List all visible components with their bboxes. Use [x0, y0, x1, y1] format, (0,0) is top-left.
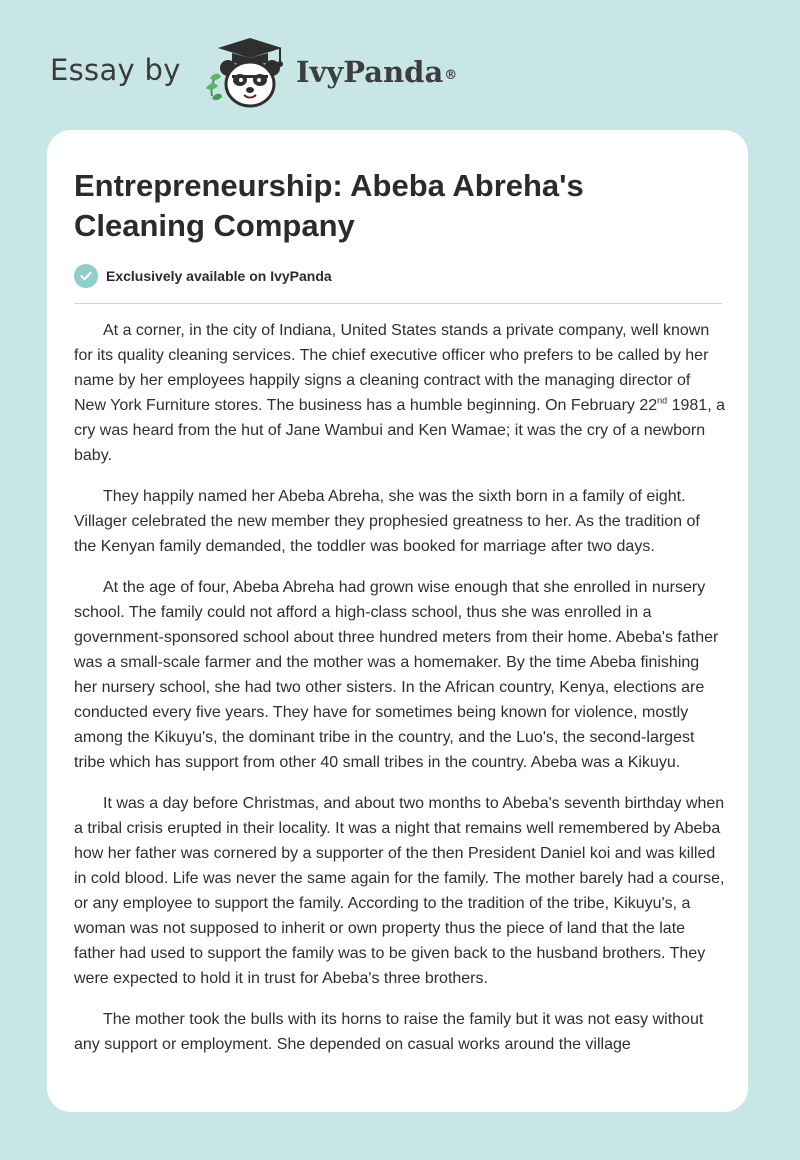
ordinal-suffix: nd — [657, 395, 668, 406]
divider — [74, 303, 722, 304]
badge-label: Exclusively available on IvyPanda — [106, 268, 332, 284]
paragraph-4: It was a day before Christmas, and about two months to Abeba's seventh birthday when a tribal crisis erupted in their locality. It was a night that remains well remembered by Abeba how her father was cornered by a supporter of the then President Daniel koi and was killed in cold blood. Life was never the same again for the family. The mother barely had a course, or any employee to support the family. According to the tradition of the tribe, Kikuyu's, a woman was not supposed to inherit or own property thus the piece of land that the late father had used to support the family was to be given back to the husband brothers. They were expected to hold it in trust for Abeba's three brothers. — [74, 795, 725, 987]
exclusive-badge — [74, 264, 332, 288]
panda-graduate-icon[interactable] — [200, 34, 296, 110]
paragraph-5: The mother took the bulls with its horns to raise the family but it was not easy without any support or employment. She depended on casual works around the village — [74, 1011, 704, 1053]
check-circle-icon — [74, 264, 98, 288]
paragraph-1-text: At a corner, in the city of Indiana, United States stands a private company, well known for its quality cleaning services. The chief executive officer who prefers to be called by her name by her employees happily signs a cleaning contract with the managing director of New York Furniture stores. The business has a humble beginning. On February 22 — [74, 322, 710, 414]
brand-label: IvyPanda — [296, 55, 444, 89]
brand-name[interactable] — [296, 52, 457, 92]
essay-body — [74, 318, 726, 1073]
essay-by-label: Essay by — [50, 53, 181, 87]
registered-mark: ® — [444, 68, 458, 83]
paragraph-2: They happily named her Abeba Abreha, she was the sixth born in a family of eight. Villager celebrated the new member they prophesied greatness to her. As the tradition of the Kenyan family demanded, the toddler was booked for marriage after two days. — [74, 488, 700, 555]
essay-card — [47, 130, 748, 1112]
site-header — [0, 0, 800, 120]
paragraph-1-text-end: 1981, a cry was heard from the hut of Jane Wambui and Ken Wamae; it was the cry of a newborn baby. — [74, 397, 725, 464]
paragraph-3: At the age of four, Abeba Abreha had grown wise enough that she enrolled in nursery school. The family could not afford a high-class school, thus she was enrolled in a government-sponsored school about three hundred meters from their home. Abeba's father was a small-scale farmer and the mother was a homemaker. By the time Abeba finishing her nursery school, she had two other sisters. In the African country, Kenya, elections are conducted every five years. They have for sometimes being known for violence, mostly among the Kikuyu's, the dominant tribe in the country, and the Luo's, the second-largest tribe which has support from other 40 small tribes in the country. Abeba was a Kikuyu. — [74, 579, 719, 771]
page-title: Entrepreneurship: Abeba Abreha's Cleaning Company — [74, 168, 584, 243]
paragraph-1 — [74, 318, 726, 468]
